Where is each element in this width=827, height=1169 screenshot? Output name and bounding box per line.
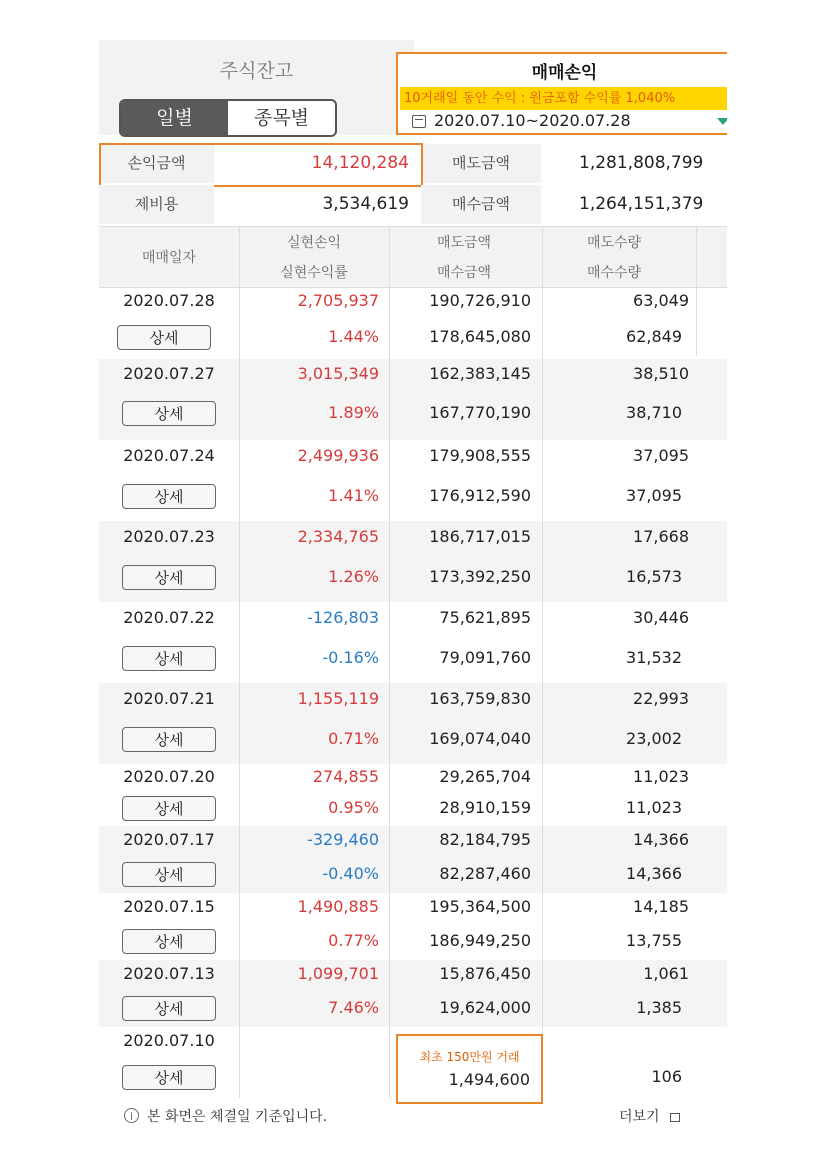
sell-qty: 30,446 [633,608,689,627]
date-range-text: 2020.07.10~2020.07.28 [434,111,631,130]
column-divider [696,226,697,356]
tab-trading-pl[interactable] [396,52,727,135]
profit-highlight-note: 10거래일 동안 수익 : 원금포함 수익률 1,040% [400,87,727,110]
realized-rate: 0.71% [328,729,379,748]
realized-rate: 0.77% [328,931,379,950]
first-trade-note: 최초 150만원 거래 [419,1050,520,1064]
table-row [99,289,727,359]
buy-amount: 186,949,250 [429,931,531,950]
summary-row-2 [99,185,727,224]
trade-date: 2020.07.23 [123,527,215,546]
table-row [99,359,727,440]
detail-button[interactable]: 상세 [122,862,216,887]
sell-qty: 17,668 [633,527,689,546]
sell-amount: 15,876,450 [439,964,531,983]
sell-amount: 162,383,145 [429,364,531,383]
realized-pl: 3,015,349 [297,364,379,383]
trade-date: 2020.07.17 [123,830,215,849]
realized-pl: 1,099,701 [297,964,379,983]
tab-stock-balance-label: 주식잔고 [219,60,294,82]
header-sell-amount: 매도금액 [436,235,492,251]
buy-qty: 37,095 [626,486,682,505]
tab-stock-balance[interactable] [99,40,414,135]
header-realized-pl: 실현손익 [286,235,342,251]
calendar-icon [412,115,426,128]
sell-qty: 14,366 [633,830,689,849]
header-sell-qty: 매도수량 [586,235,642,251]
header-realized-rate: 실현수익률 [280,265,348,281]
more-link[interactable] [619,1106,680,1126]
pl-amount-highlight [99,143,423,187]
first-trade-buy-amount: 1,494,600 [448,1070,530,1089]
header-date: 매매일자 [141,250,197,266]
sell-amount: 82,184,795 [439,830,531,849]
more-link-label: 더보기 [619,1109,660,1125]
trade-date: 2020.07.20 [123,767,215,786]
buy-total-label: 매수금액 [421,185,541,224]
realized-rate: 0.95% [328,798,379,817]
buy-qty: 38,710 [626,403,682,422]
realized-pl: 1,155,119 [297,689,379,708]
date-range-picker[interactable] [412,111,727,137]
realized-rate: 7.46% [328,998,379,1017]
sell-amount: 29,265,704 [439,767,531,786]
detail-button[interactable]: 상세 [122,484,216,509]
realized-pl: 2,499,936 [297,446,379,465]
pl-amount-label: 손익금액 [99,144,214,183]
buy-qty: 13,755 [626,931,682,950]
detail-button[interactable]: 상세 [117,325,211,350]
buy-qty: 1,385 [636,998,682,1017]
buy-amount: 79,091,760 [439,648,531,667]
table-row [99,826,727,893]
realized-rate: 1.89% [328,403,379,422]
view-toggle [119,99,337,137]
toggle-by-stock[interactable]: 종목별 [253,107,310,129]
sell-qty: 14,185 [633,897,689,916]
buy-qty: 11,023 [626,798,682,817]
column-divider [239,226,240,1098]
sell-total-value: 1,281,808,799 [579,153,704,173]
table-row [99,683,727,764]
table-header [99,226,727,288]
buy-amount: 169,074,040 [429,729,531,748]
buy-qty: 14,366 [626,864,682,883]
sell-qty: 1,061 [643,964,689,983]
sell-total-label: 매도금액 [421,144,541,183]
realized-rate: -0.16% [322,648,379,667]
footer [99,1100,727,1132]
tab-trading-pl-label: 매매손익 [531,63,598,83]
realized-rate: 1.44% [328,327,379,346]
column-divider [389,226,390,1098]
buy-total-value: 1,264,151,379 [579,194,704,214]
sell-qty: 38,510 [633,364,689,383]
external-link-icon [670,1113,680,1122]
buy-amount: 167,770,190 [429,403,531,422]
sell-amount: 186,717,015 [429,527,531,546]
sell-qty: 37,095 [633,446,689,465]
sell-amount: 163,759,830 [429,689,531,708]
trade-date: 2020.07.28 [123,291,215,310]
trade-date: 2020.07.10 [123,1031,215,1050]
sell-qty: 63,049 [633,291,689,310]
table-row [99,960,727,1027]
sell-qty: 11,023 [633,767,689,786]
realized-pl: -126,803 [307,608,379,627]
realized-rate: -0.40% [322,864,379,883]
table-row [99,602,727,683]
trade-date: 2020.07.22 [123,608,215,627]
realized-rate: 1.26% [328,567,379,586]
buy-amount: 19,624,000 [439,998,531,1017]
fees-value: 3,534,619 [322,194,409,214]
realized-pl: 1,490,885 [297,897,379,916]
table-row [99,764,727,826]
realized-pl: 274,855 [312,767,379,786]
sell-amount: 75,621,895 [439,608,531,627]
realized-pl: -329,460 [307,830,379,849]
detail-button[interactable]: 상세 [122,727,216,752]
sell-amount: 195,364,500 [429,897,531,916]
buy-amount: 176,912,590 [429,486,531,505]
chevron-down-icon[interactable] [717,118,727,125]
sell-qty: 22,993 [633,689,689,708]
buy-amount: 28,910,159 [439,798,531,817]
buy-qty: 16,573 [626,567,682,586]
sell-amount: 179,908,555 [429,446,531,465]
trade-date: 2020.07.15 [123,897,215,916]
fees-label: 제비용 [99,185,214,224]
realized-pl: 2,334,765 [297,527,379,546]
detail-button[interactable]: 상세 [122,996,216,1021]
column-divider [542,226,543,1098]
sell-amount: 190,726,910 [429,291,531,310]
trading-pl-screen [99,40,727,1132]
footer-info-text: 본 화면은 체결일 기준입니다. [147,1109,328,1125]
detail-button[interactable]: 상세 [122,646,216,671]
buy-qty: 31,532 [626,648,682,667]
table-row [99,521,727,602]
trade-date: 2020.07.27 [123,364,215,383]
buy-qty: 106 [651,1067,682,1086]
header-buy-qty: 매수수량 [586,265,642,281]
detail-button[interactable]: 상세 [122,401,216,426]
header-buy-amount: 매수금액 [436,265,492,281]
table-row [99,440,727,521]
buy-amount: 178,645,080 [429,327,531,346]
buy-qty: 23,002 [626,729,682,748]
detail-button[interactable]: 상세 [122,796,216,821]
pl-amount-value: 14,120,284 [311,153,409,173]
detail-button[interactable]: 상세 [122,1065,216,1090]
detail-button[interactable]: 상세 [122,565,216,590]
buy-amount: 82,287,460 [439,864,531,883]
detail-button[interactable]: 상세 [122,929,216,954]
trade-date: 2020.07.24 [123,446,215,465]
toggle-daily[interactable]: 일별 [121,101,228,135]
table-row [99,893,727,960]
first-trade-highlight [396,1034,543,1104]
trade-date: 2020.07.21 [123,689,215,708]
buy-amount: 173,392,250 [429,567,531,586]
realized-rate: 1.41% [328,486,379,505]
buy-qty: 62,849 [626,327,682,346]
realized-pl: 2,705,937 [297,291,379,310]
trade-date: 2020.07.13 [123,964,215,983]
info-icon: i [124,1108,139,1123]
